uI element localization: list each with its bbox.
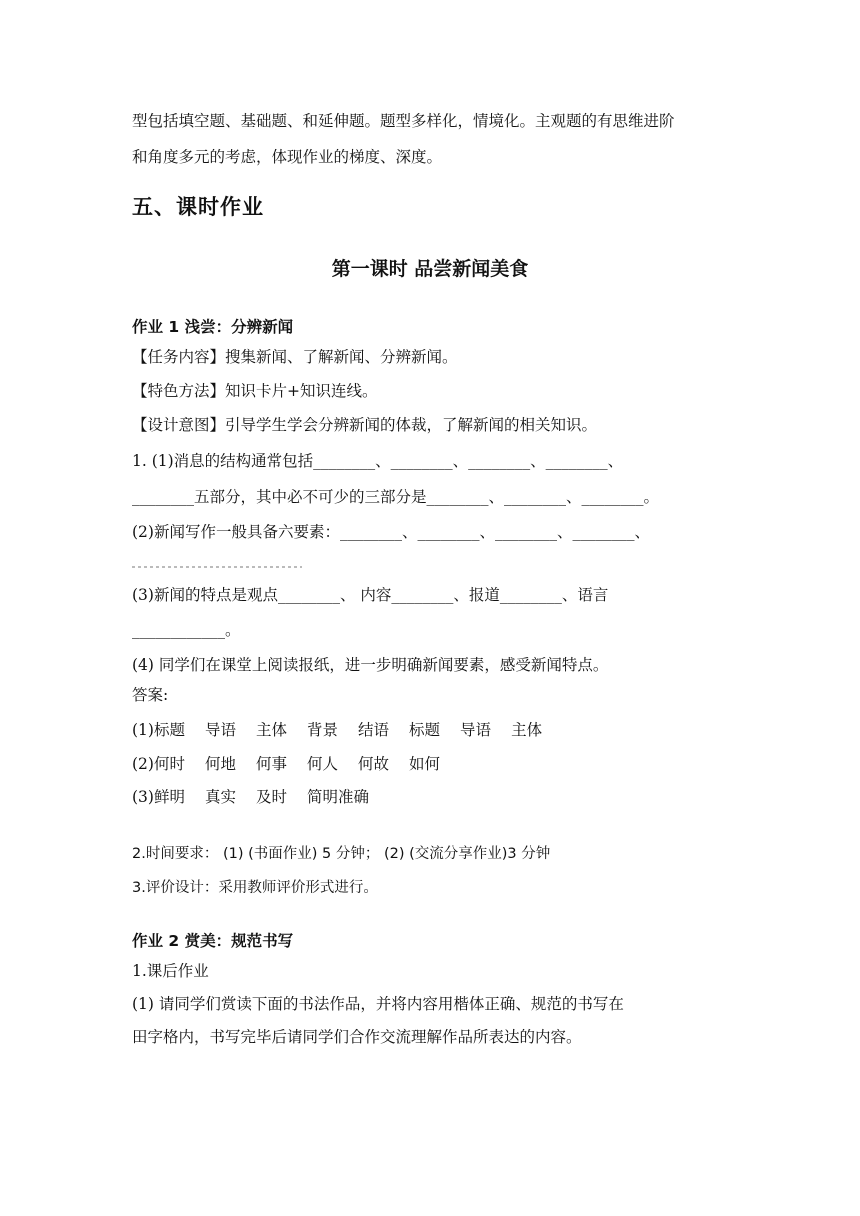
answer-item: 主体	[511, 721, 543, 739]
hw1-title: 作业 1 浅尝：分辨新闻	[132, 318, 294, 336]
answer-item: (1)标题	[132, 721, 185, 739]
answer-row-1	[132, 719, 562, 741]
answer-item: 何故	[358, 755, 390, 773]
hw1-task: 【任务内容】搜集新闻、了解新闻、分辨新闻。	[132, 348, 458, 366]
hw1-method: 【特色方法】知识卡片+知识连线。	[132, 382, 378, 400]
answer-item: 何人	[307, 755, 339, 773]
intro-line-1: 型包括填空题、基础题、和延伸题。题型多样化，情境化。主观题的有思维进阶	[132, 112, 675, 130]
answer-item: 如何	[409, 755, 441, 773]
hw2-paragraph-1: (1) 请同学们赏读下面的书法作品，并将内容用楷体正确、规范的书写在	[132, 995, 624, 1013]
hw2-subtitle: 1.课后作业	[132, 962, 209, 980]
answer-item: 简明准确	[307, 788, 370, 806]
q1-line-b: ________五部分，其中必不可少的三部分是________、________、________。	[132, 488, 660, 506]
q2-line: (2)新闻写作一般具备六要素：________、________、________、________、	[132, 523, 650, 541]
answer-item: 结语	[358, 721, 390, 739]
section-heading: 五、课时作业	[132, 195, 264, 219]
answer-item: 真实	[204, 788, 236, 806]
answer-item: 何事	[255, 755, 287, 773]
hw1-intent: 【设计意图】引导学生学会分辨新闻的体裁，了解新闻的相关知识。	[132, 416, 598, 434]
answer-item: 导语	[460, 721, 492, 739]
answer-item: 何地	[204, 755, 236, 773]
answer-item: 标题	[409, 721, 441, 739]
q3-line-b: ____________。	[132, 621, 241, 639]
hw2-title: 作业 2 赏美：规范书写	[132, 932, 294, 950]
answer-item: (3)鲜明	[132, 788, 185, 806]
q1-line-a: 1. (1)消息的结构通常包括________、________、________、________、	[132, 452, 624, 470]
lesson-title: 第一课时 品尝新闻美食	[331, 258, 529, 280]
evaluation-design: 3.评价设计：采用教师评价形式进行。	[132, 880, 378, 896]
answer-item: 主体	[255, 721, 287, 739]
q4-line: (4) 同学们在课堂上阅读报纸，进一步明确新闻要素，感受新闻特点。	[132, 656, 609, 674]
answer-item: 导语	[204, 721, 236, 739]
intro-line-2: 和角度多元的考虑，体现作业的梯度、深度。	[132, 148, 443, 166]
answer-row-3	[132, 786, 389, 808]
answer-item: (2)何时	[132, 755, 185, 773]
answer-item: 及时	[255, 788, 287, 806]
cut-off-line	[132, 566, 302, 568]
time-requirement: 2.时间要求： (1) (书面作业) 5 分钟； (2) (交流分享作业)3 分钟	[132, 846, 551, 862]
q3-line-a: (3)新闻的特点是观点________、 内容________、报道________、语言	[132, 586, 609, 604]
answer-item: 背景	[307, 721, 339, 739]
answer-label: 答案:	[132, 686, 169, 704]
hw2-paragraph-2: 田字格内，书写完毕后请同学们合作交流理解作品所表达的内容。	[132, 1028, 582, 1046]
answer-row-2	[132, 753, 460, 775]
